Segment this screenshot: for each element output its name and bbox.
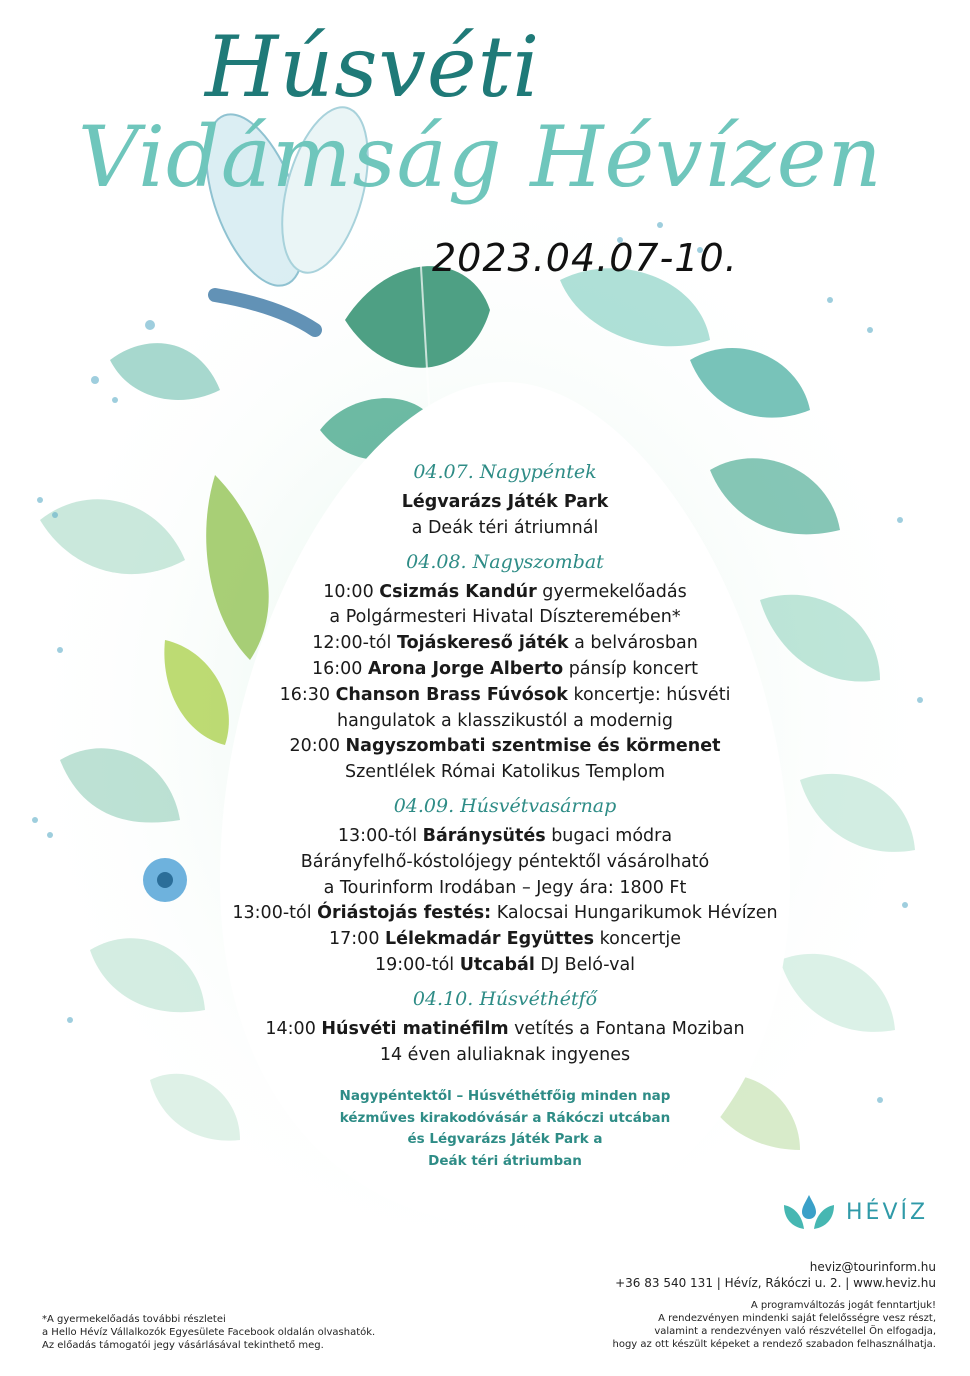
program-text: a Polgármesteri Hivatal Díszteremében*: [329, 607, 681, 628]
program-line: [220, 1043, 790, 1069]
program-text: koncertje: húsvéti: [567, 684, 731, 705]
program-highlight: Csizmás Kandúr: [379, 581, 537, 602]
program-text: 13:00-tól: [337, 825, 423, 846]
program-text: Szentlélek Római Katolikus Templom: [344, 762, 666, 783]
program-text: pánsíp koncert: [563, 658, 699, 679]
program-line: [220, 1017, 790, 1043]
program-line: [220, 605, 790, 631]
program-line: [220, 631, 790, 657]
contact-email[interactable]: heviz@tourinform.hu: [809, 1260, 936, 1274]
program-text: 14:00: [265, 1018, 322, 1039]
day-block: [220, 460, 790, 542]
program-schedule: [220, 460, 790, 1172]
footnote-left: [42, 1313, 375, 1352]
day-block: [220, 550, 790, 786]
program-highlight: Chanson Brass Fúvósok: [335, 684, 568, 705]
program-line: [220, 850, 790, 876]
program-line: [220, 683, 790, 709]
footnote-right-line: hogy az ott készült képeket a rendező szabadon felhasználhatja.: [612, 1339, 936, 1350]
program-text: vetítés a Fontana Moziban: [508, 1018, 745, 1039]
footnote-right-line: valamint a rendezvényen való részvétellel Ön elfogadja,: [654, 1326, 936, 1337]
day-heading: 04.08. Nagyszombat: [406, 550, 604, 573]
program-highlight: Utcabál: [459, 954, 535, 975]
program-highlight: Óriástojás festés:: [317, 903, 492, 924]
program-highlight: Húsvéti matinéfilm: [321, 1018, 509, 1039]
program-text: gyermekelőadás: [536, 581, 687, 602]
program-line: [220, 580, 790, 606]
program-text: 17:00: [329, 929, 386, 950]
market-note-line: Nagypéntektől – Húsvéthétfőig minden nap: [339, 1088, 671, 1105]
event-date: 2023.04.07-10.: [432, 236, 738, 280]
program-text: koncertje: [594, 929, 681, 950]
program-text: 14 éven aluliaknak ingyenes: [379, 1044, 631, 1065]
footnote-right-line: A programváltozás jogát fenntartjuk!: [750, 1300, 936, 1311]
program-line: [220, 516, 790, 542]
program-highlight: Tojáskereső játék: [396, 633, 569, 654]
program-highlight: Arona Jorge Alberto: [367, 658, 564, 679]
day-heading: 04.09. Húsvétvasárnap: [393, 794, 617, 817]
lotus-drop-icon: [780, 1193, 838, 1231]
program-text: 12:00-tól: [312, 633, 397, 654]
footnote-left-line: *A gyermekelőadás további részletei: [42, 1314, 226, 1325]
program-text: a Tourinform Irodában – Jegy ára: 1800 Ft: [323, 877, 687, 898]
day-block: [220, 987, 790, 1069]
program-text: a Deák téri átriumnál: [411, 517, 599, 538]
program-line: [220, 657, 790, 683]
program-line: [220, 927, 790, 953]
program-text: DJ Beló-val: [534, 954, 636, 975]
program-line: [220, 953, 790, 979]
program-line: [220, 876, 790, 902]
program-line: [220, 490, 790, 516]
contact-info: [615, 1259, 936, 1291]
program-text: Bárányfelhő-kóstolójegy péntektől vásárolható: [300, 851, 710, 872]
program-text: hangulatok a klasszikustól a modernig: [337, 710, 673, 731]
footnote-right: [612, 1299, 936, 1351]
program-line: [220, 901, 790, 927]
day-heading: 04.07. Nagypéntek: [413, 461, 597, 483]
program-text: 13:00-tól: [232, 903, 318, 924]
program-text: 19:00-tól: [374, 954, 460, 975]
program-text: 16:00: [311, 658, 368, 679]
program-line: [220, 734, 790, 760]
program-text: 10:00: [323, 581, 380, 602]
program-line: [220, 824, 790, 850]
market-note: [220, 1086, 790, 1172]
program-text: 20:00: [289, 736, 346, 757]
footnote-right-line: A rendezvényen mindenki saját felelősségre vesz részt,: [658, 1313, 936, 1324]
program-line: [220, 709, 790, 735]
program-highlight: Légvarázs Játék Park: [401, 492, 609, 512]
market-note-line: Deák téri átriumban: [428, 1152, 582, 1169]
day-block: [220, 794, 790, 979]
program-text: Kalocsai Hungarikumok Hévízen: [491, 903, 778, 924]
program-highlight: Báránysütés: [422, 825, 546, 846]
title-line-1: Húsvéti: [205, 18, 541, 116]
footnote-left-line: Az előadás támogatói jegy vásárlásával tekinthető meg.: [42, 1340, 324, 1351]
program-highlight: Lélekmadár Együttes: [385, 929, 595, 950]
footnote-left-line: a Hello Hévíz Vállalkozók Egyesülete Facebook oldalán olvashatók.: [42, 1327, 376, 1338]
heviz-logo: [780, 1193, 928, 1231]
logo-text: HÉVÍZ: [846, 1199, 929, 1225]
program-text: 16:30: [279, 684, 336, 705]
market-note-line: kézműves kirakodóvásár a Rákóczi utcában: [339, 1109, 671, 1126]
program-text: a belvárosban: [568, 633, 698, 654]
program-highlight: Nagyszombati szentmise és körmenet: [345, 736, 721, 757]
contact-line: +36 83 540 131 | Hévíz, Rákóczi u. 2. | www.heviz.hu: [615, 1276, 936, 1290]
program-line: [220, 760, 790, 786]
program-text: bugaci módra: [545, 825, 673, 846]
market-note-line: és Légvarázs Játék Park a: [407, 1131, 603, 1148]
title-line-2: Vidámság Hévízen: [78, 108, 883, 206]
day-heading: 04.10. Húsvéthétfő: [412, 987, 598, 1010]
